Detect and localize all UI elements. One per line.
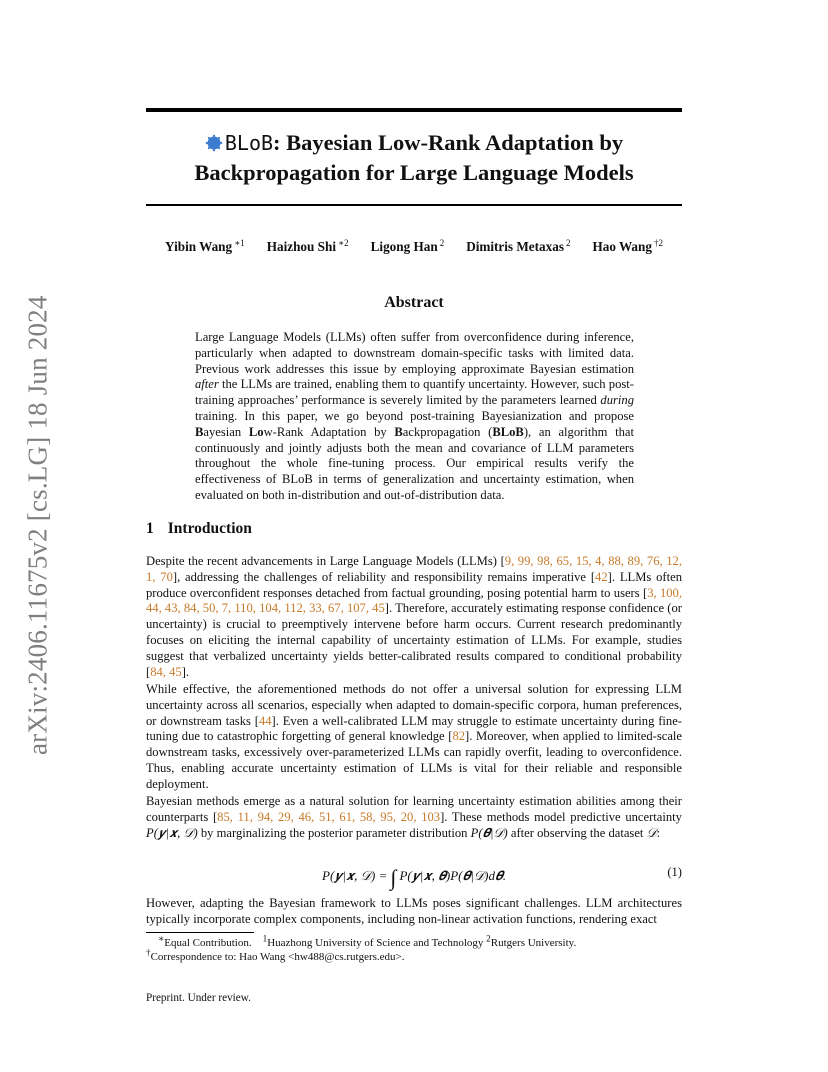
citation-link[interactable]: 84, 45	[150, 664, 182, 679]
equation-number: (1)	[667, 865, 682, 879]
citation-link[interactable]: 85, 11, 94, 29, 46, 51, 61, 58, 95, 20, 103	[217, 809, 441, 824]
citation-link[interactable]: 44	[258, 713, 272, 728]
citation-link[interactable]: 3, 100, 44, 43, 84, 50, 7, 110, 104, 112, 33, 67, 107, 45	[146, 585, 682, 616]
abstract-heading: Abstract	[384, 294, 444, 311]
equation-1: P(𝒚|𝒙, 𝒟) = ∫ P(𝒚|𝒙, 𝜽)P(𝜽|𝒟)d𝜽. (1)	[322, 865, 682, 890]
author-list	[146, 239, 682, 255]
author: Hao Wang $^{\dagger 2}$	[592, 237, 663, 254]
title-short-name: BLoB	[224, 131, 274, 155]
intro-paragraph-2: While effective, the aforementioned methods do not offer a universal solution for expressing LLM uncertainty across all scenarios, especially when adapted to domain-specific corpora, human preferences, or downstream tasks [44]. Even a well-calibrated LLM may struggle to estimate uncertainty during fine-tuning due to catastrophic forgetting of general knowledge [82]. Moreover, when applied to limited-scale downstream tasks, excessively over-parameterized LLMs can rapidly overfit, leading to overconfidence. Thus, enabling accurate uncertainty estimation of LLMs is vital for their reliable and responsible deployment.	[146, 682, 683, 791]
footnote-line-2: †Correspondence to: Hao Wang <hw488@cs.rutgers.edu>.	[146, 947, 405, 963]
intro-paragraph-4: However, adapting the Bayesian framework to LLMs poses significant challenges. LLM architectures typically incorporate complex components, including non-linear activation functions, rendering exact	[146, 896, 682, 926]
blob-icon	[205, 134, 223, 152]
math-inline: 𝒟	[646, 825, 657, 840]
citation-link[interactable]: 82	[452, 729, 466, 744]
intro-paragraph-1: Despite the recent advancements in Large Language Models (LLMs) [9, 99, 98, 65, 15, 4, 88, 89, 76, 12, 1, 70], addressing the challenges of reliability and responsibility remains imperative [42]. LLMs often produce overconfident responses detached from factual grounding, posing potential harm to users [3, 100, 44, 43, 84, 50, 7, 110, 104, 112, 33, 67, 107, 45]. Therefore, accurately estimating response confidence (or uncertainty) is crucial to preemptively intervene before harm occurs. Current research predominantly focuses on eliciting the internal capability of uncertainty estimation of LLMs. For example, studies suggest that verbalized uncertainty yields better-calibrated results compared to conditional probability [84, 45].	[146, 554, 683, 679]
author: Yibin Wang $^{∗1}$	[165, 237, 245, 254]
integral-symbol: ∫	[390, 865, 397, 890]
preprint-notice: Preprint. Under review.	[146, 992, 251, 1004]
title-bottom-rule	[146, 204, 682, 206]
author: Haizhou Shi $^{∗2}$	[266, 237, 349, 254]
math-inline: P(𝒚|𝒙, 𝒟)	[146, 825, 198, 840]
citation-link[interactable]: 9, 99, 98, 65, 15, 4, 88, 89, 76, 12, 1, 70	[146, 554, 682, 584]
author: Ligong Han $^2$	[370, 237, 445, 254]
arxiv-identifier: arXiv:2406.11675v2 [cs.LG] 18 Jun 2024	[22, 295, 53, 755]
title-line1: : Bayesian Low-Rank Adaptation by	[273, 130, 624, 155]
intro-paragraph-3: Bayesian methods emerge as a natural solution for learning uncertainty estimation abilities among their counterparts [85, 11, 94, 29, 46, 51, 61, 58, 95, 20, 103]. These methods model predictive uncertainty P(𝒚|𝒙, 𝒟) by marginalizing the posterior parameter distribution P(𝜽|𝒟) after observing the dataset 𝒟:	[146, 794, 682, 840]
math-inline: P(𝜽|𝒟)	[470, 825, 508, 840]
title-line2: Backpropagation for Large Language Models	[194, 160, 634, 185]
section-heading-introduction: 1 Introduction	[146, 520, 252, 537]
footnote-line-1: ∗Equal Contribution. $^1$Huazhong University of Science and Technology $^2$Rutgers University.	[158, 933, 577, 949]
citation-link[interactable]: 42	[595, 569, 608, 584]
abstract-text: Large Language Models (LLMs) often suffer from overconfidence during inference, particularly when adapted to downstream domain-specific tasks with limited data. Previous work addresses this issue by employing approximate Bayesian estimation after the LLMs are trained, enabling them to quantify uncertainty. However, such post-training approaches’ performance is severely limited by the parameters learned during training. In this paper, we go beyond post-training Bayesianization and propose Bayesian Low-Rank Adaptation by Backpropagation (BLoB), an algorithm that continuously and jointly adjusts both the mean and covariance of LLM parameters throughout the whole fine-tuning process. Our empirical results verify the effectiveness of BLoB in terms of generalization and uncertainty estimation, when evaluated on both in-distribution and out-of-distribution data.	[195, 330, 634, 502]
title-top-rule	[146, 108, 682, 112]
author: Dimitris Metaxas $^2$	[466, 237, 571, 254]
paper-title	[146, 128, 682, 187]
